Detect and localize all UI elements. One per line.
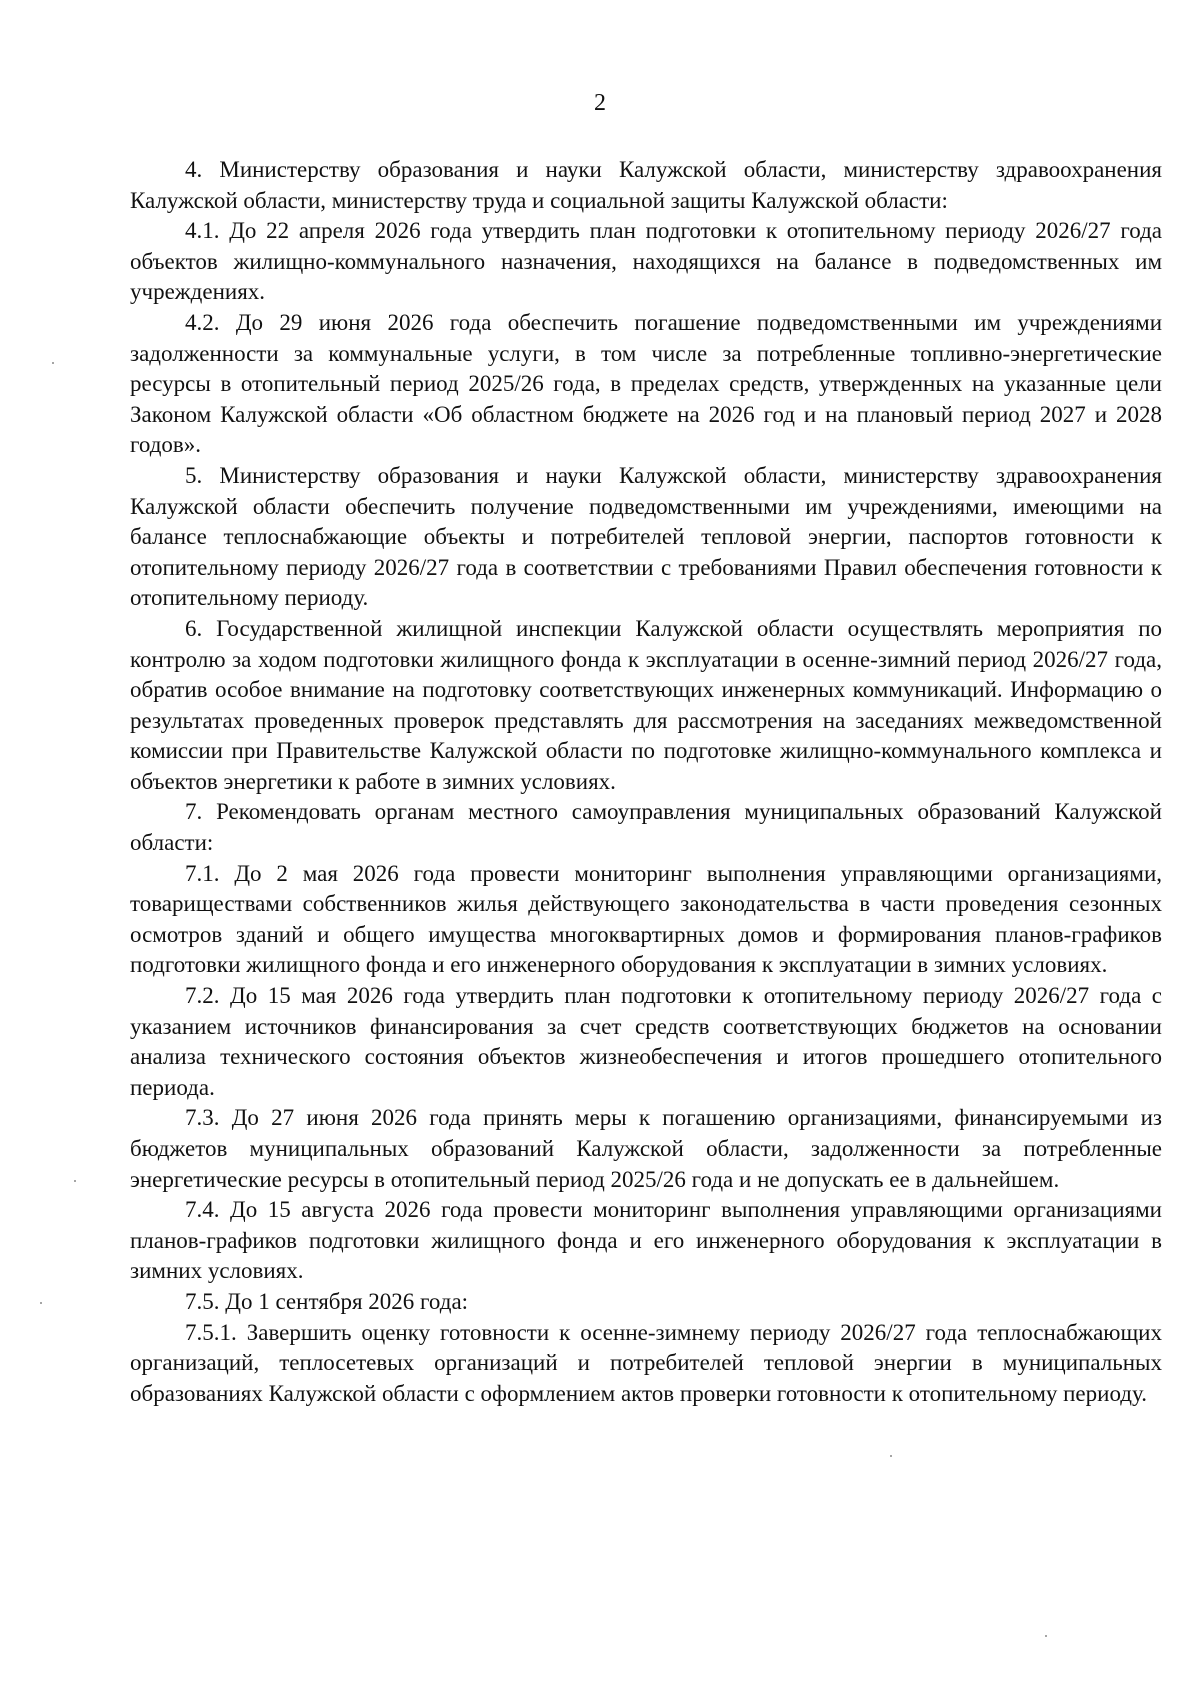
paragraph-6: 6. Государственной жилищной инспекции Калужской области осуществлять мероприятия по контролю за ходом подготовки жилищного фонда к эксплуатации в осенне-зимний период 2026/27 года, обратив особое внимание на подготовку соответствующих инженерных коммуникаций. Информацию о результатах проведенных проверок представлять для рассмотрения на заседаниях межведомственной комиссии при Правительстве Калужской области по подготовке жилищно-коммунального комплекса и объектов энергетики к работе в зимних условиях. xyxy=(130,615,1162,794)
paragraph-7-5: 7.5. До 1 сентября 2026 года: xyxy=(185,1288,469,1314)
paragraph-4-2: 4.2. До 29 июня 2026 года обеспечить погашение подведомственными им учреждениями задолженности за коммунальные услуги, в том числе за потребленные топливно-энергетические ресурсы в отопительный период 2025/26 года, в пределах средств, утвержденных на указанные цели Законом Калужской области «Об областном бюджете на 2026 год и на плановый период 2027 и 2028 годов». xyxy=(130,309,1162,458)
scan-speck xyxy=(1045,1635,1047,1637)
paragraph-4: 4. Министерству образования и науки Калужской области, министерству здравоохранения Калужской области, министерству труда и социальной защиты Калужской области: xyxy=(130,157,1162,213)
paragraph-4-1: 4.1. До 22 апреля 2026 года утвердить план подготовки к отопительному периоду 2026/27 года объектов жилищно-коммунального назначения, находящихся на балансе в подведомственных им учреждениях. xyxy=(130,218,1162,305)
paragraph-7-3: 7.3. До 27 июня 2026 года принять меры к погашению организациями, финансируемыми из бюджетов муниципальных образований Калужской области, задолженности за потребленные энергетические ресурсы в отопительный период 2025/26 года и не допускать ее в дальнейшем. xyxy=(130,1105,1162,1192)
scan-speck xyxy=(74,1180,76,1182)
paragraph-7-4: 7.4. До 15 августа 2026 года провести мониторинг выполнения управляющими организациями планов-графиков подготовки жилищного фонда и его инженерного оборудования к эксплуатации в зимних условиях. xyxy=(130,1197,1162,1284)
paragraph-5: 5. Министерству образования и науки Калужской области, министерству здравоохранения Калужской области обеспечить получение подведомственными им учреждениями, имеющими на балансе теплоснабжающие объекты и потребителей тепловой энергии, паспортов готовности к отопительному периоду 2026/27 года в соответствии с требованиями Правил обеспечения готовности к отопительному периоду. xyxy=(130,462,1162,611)
scan-speck xyxy=(890,1455,892,1457)
scan-speck xyxy=(40,1302,42,1304)
page-number: 2 xyxy=(594,90,606,116)
scan-speck xyxy=(52,362,54,364)
document-body xyxy=(130,155,1162,1409)
paragraph-7: 7. Рекомендовать органам местного самоуправления муниципальных образований Калужской области: xyxy=(130,799,1162,856)
paragraph-7-1: 7.1. До 2 мая 2026 года провести мониторинг выполнения управляющими организациями, товариществами собственников жилья действующего законодательства в части проведения сезонных осмотров зданий и общего имущества многоквартирных домов и формирования планов-графиков подготовки жилищного фонда и его инженерного оборудования к эксплуатации в зимних условиях. xyxy=(130,860,1162,978)
paragraph-7-2: 7.2. До 15 мая 2026 года утвердить план подготовки к отопительному периоду 2026/27 года с указанием источников финансирования за счет средств соответствующих бюджетов на основании анализа технического состояния объектов жизнеобеспечения и итогов прошедшего отопительного периода. xyxy=(130,983,1162,1100)
paragraph-7-5-1: 7.5.1. Завершить оценку готовности к осенне-зимнему периоду 2026/27 года теплоснабжающих организаций, теплосетевых организаций и потребителей тепловой энергии в муниципальных образованиях Калужской области с оформлением актов проверки готовности к отопительному периоду. xyxy=(130,1319,1162,1406)
